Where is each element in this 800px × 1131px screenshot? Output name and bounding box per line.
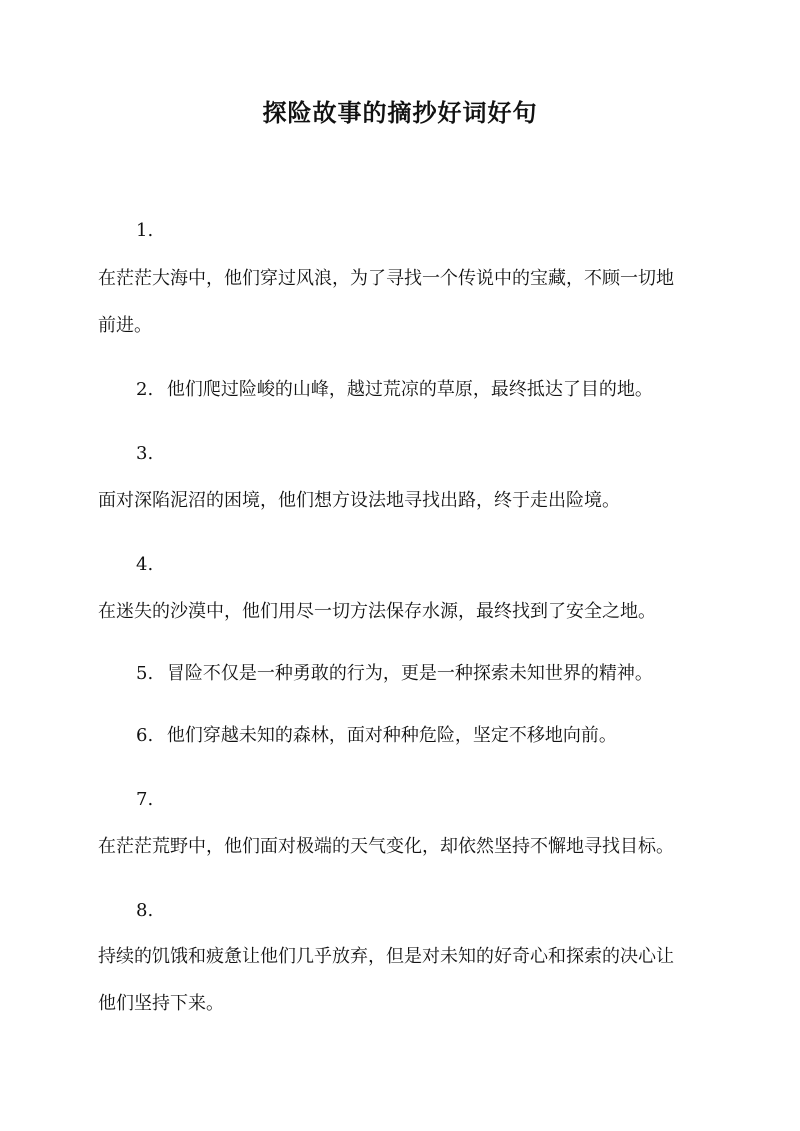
item-6-line-1: 他们穿越未知的森林，面对种种危险，坚定不移地向前。 — [166, 725, 617, 746]
item-4-line-1: 在迷失的沙漠中，他们用尽一切方法保存水源，最终找到了安全之地。 — [98, 601, 656, 622]
item-6-number: 6. — [136, 725, 154, 746]
item-2 — [136, 378, 746, 402]
item-6 — [136, 724, 746, 748]
item-3-number: 3. — [136, 443, 154, 464]
item-8-number: 8. — [136, 900, 154, 921]
item-8-line-2: 他们坚持下来。 — [98, 993, 224, 1014]
page-title: 探险故事的摘抄好词好句 — [262, 98, 538, 127]
item-1-number: 1. — [136, 220, 154, 241]
item-3-line-1: 面对深陷泥沼的困境，他们想方设法地寻找出路，终于走出险境。 — [98, 490, 620, 511]
item-1-line-1: 在茫茫大海中，他们穿过风浪，为了寻找一个传说中的宝藏，不顾一切地 — [98, 268, 674, 289]
item-2-line-1: 他们爬过险峻的山峰，越过荒凉的草原，最终抵达了目的地。 — [166, 379, 653, 400]
item-2-number: 2. — [136, 379, 154, 400]
item-4-number: 4. — [136, 554, 154, 575]
item-7-line-1: 在茫茫荒野中，他们面对极端的天气变化，却依然坚持不懈地寻找目标。 — [98, 836, 674, 857]
item-5 — [136, 662, 746, 686]
item-1-line-2: 前进。 — [98, 315, 152, 336]
item-7-number: 7. — [136, 789, 154, 810]
item-8-line-1: 持续的饥饿和疲惫让他们几乎放弃，但是对未知的好奇心和探索的决心让 — [98, 946, 674, 967]
item-5-line-1: 冒险不仅是一种勇敢的行为，更是一种探索未知世界的精神。 — [166, 663, 653, 684]
item-5-number: 5. — [136, 663, 154, 684]
